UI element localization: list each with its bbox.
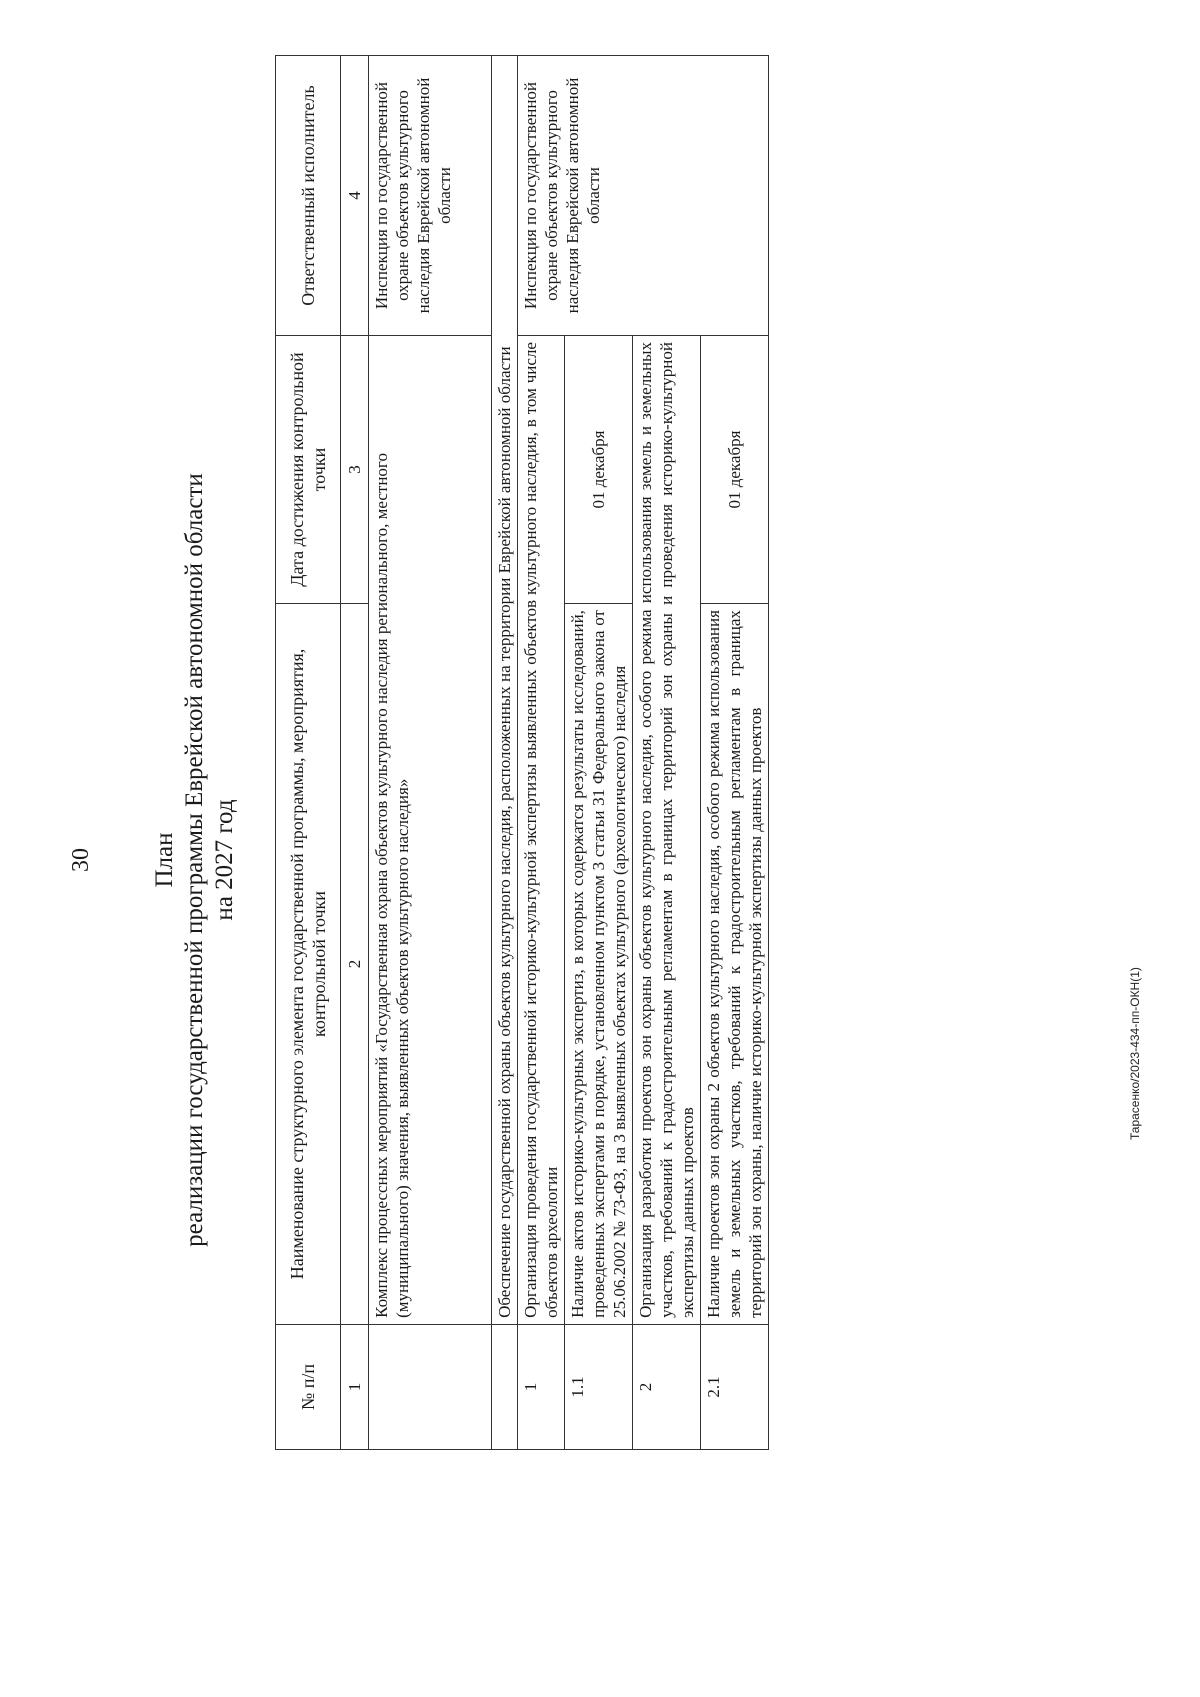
rotated-page: [0, 60, 1095, 1660]
task-text: Обеспечение государственной охраны объектов культурного наследия, расположенных на территории Еврейской автономной области: [492, 56, 518, 1325]
row-text: Организация разработки проектов зон охраны объектов культурного наследия, особого режима использования земель и земельных участков, требований к градостроительным регламентам в границах территорий зон охраны и проведения историко-культурной экспертизы данных проектов: [633, 336, 701, 1325]
header-num: № п/п: [276, 1324, 341, 1449]
footer-id: Тарасенко/2023-434-пп-ОКН(1): [1128, 967, 1142, 1140]
title-line-1: План: [151, 832, 178, 888]
page-number: 30: [68, 848, 94, 872]
table-row-task: [492, 56, 518, 1450]
complex-name: Комплекс процессных мероприятий «Государственная охрана объектов культурного наследия регионального, местного (муниципального) значения, выявленных объектов культурного наследия»: [369, 336, 492, 1325]
column-number-row: [341, 56, 369, 1450]
table-header-row: [276, 56, 341, 1450]
row-number: 1.1: [565, 1324, 633, 1449]
row-number: 1: [518, 1324, 565, 1449]
row-date: 01 декабря: [701, 336, 769, 604]
cell-num-empty: [369, 1324, 492, 1449]
complex-responsible: Инспекция по государственной охране объектов культурного наследия Еврейской автономной области: [369, 56, 492, 336]
document-title: [150, 60, 240, 1660]
column-number: 1: [341, 1324, 369, 1449]
cell-num-empty: [492, 1324, 518, 1449]
table-row-complex: [369, 56, 492, 1450]
column-number: 4: [341, 56, 369, 336]
row-date: 01 декабря: [565, 336, 633, 604]
row-responsible: Инспекция по государственной охране объектов культурного наследия Еврейской автономной области: [518, 56, 769, 336]
title-line-2: реализации государственной программы Еврейской автономной области: [181, 473, 208, 1247]
plan-table: [275, 55, 769, 1450]
row-text: Наличие актов историко-культурных экспертиз, в которых содержатся результаты исследований, проведенных экспертами в порядке, установленном пунктом 3 статьи 31 Федерального закона от 25.06.2002 № 73-ФЗ, на 3 выявленных объектах культурного (археологического) наследия: [565, 604, 633, 1325]
column-number: 3: [341, 336, 369, 604]
table-row: [518, 56, 565, 1450]
header-date: Дата достижения контрольной точки: [276, 336, 341, 604]
row-number: 2: [633, 1324, 701, 1449]
row-text: Организация проведения государственной историко-культурной экспертизы выявленных объектов культурного наследия, в том числе объектов археологии: [518, 336, 565, 1325]
header-name: Наименование структурного элемента государственной программы, мероприятия, контрольной точки: [276, 604, 341, 1325]
row-number: 2.1: [701, 1324, 769, 1449]
footer-id-wrapper: [1128, 740, 1148, 1140]
title-line-3: на 2027 год: [211, 799, 238, 921]
column-number: 2: [341, 604, 369, 1325]
row-text: Наличие проектов зон охраны 2 объектов культурного наследия, особого режима использования земель и земельных участков, требований к градостроительным регламентам в границах территорий зон охраны, наличие историко-культурной экспертизы данных проектов: [701, 604, 769, 1325]
header-responsible: Ответственный исполнитель: [276, 56, 341, 336]
